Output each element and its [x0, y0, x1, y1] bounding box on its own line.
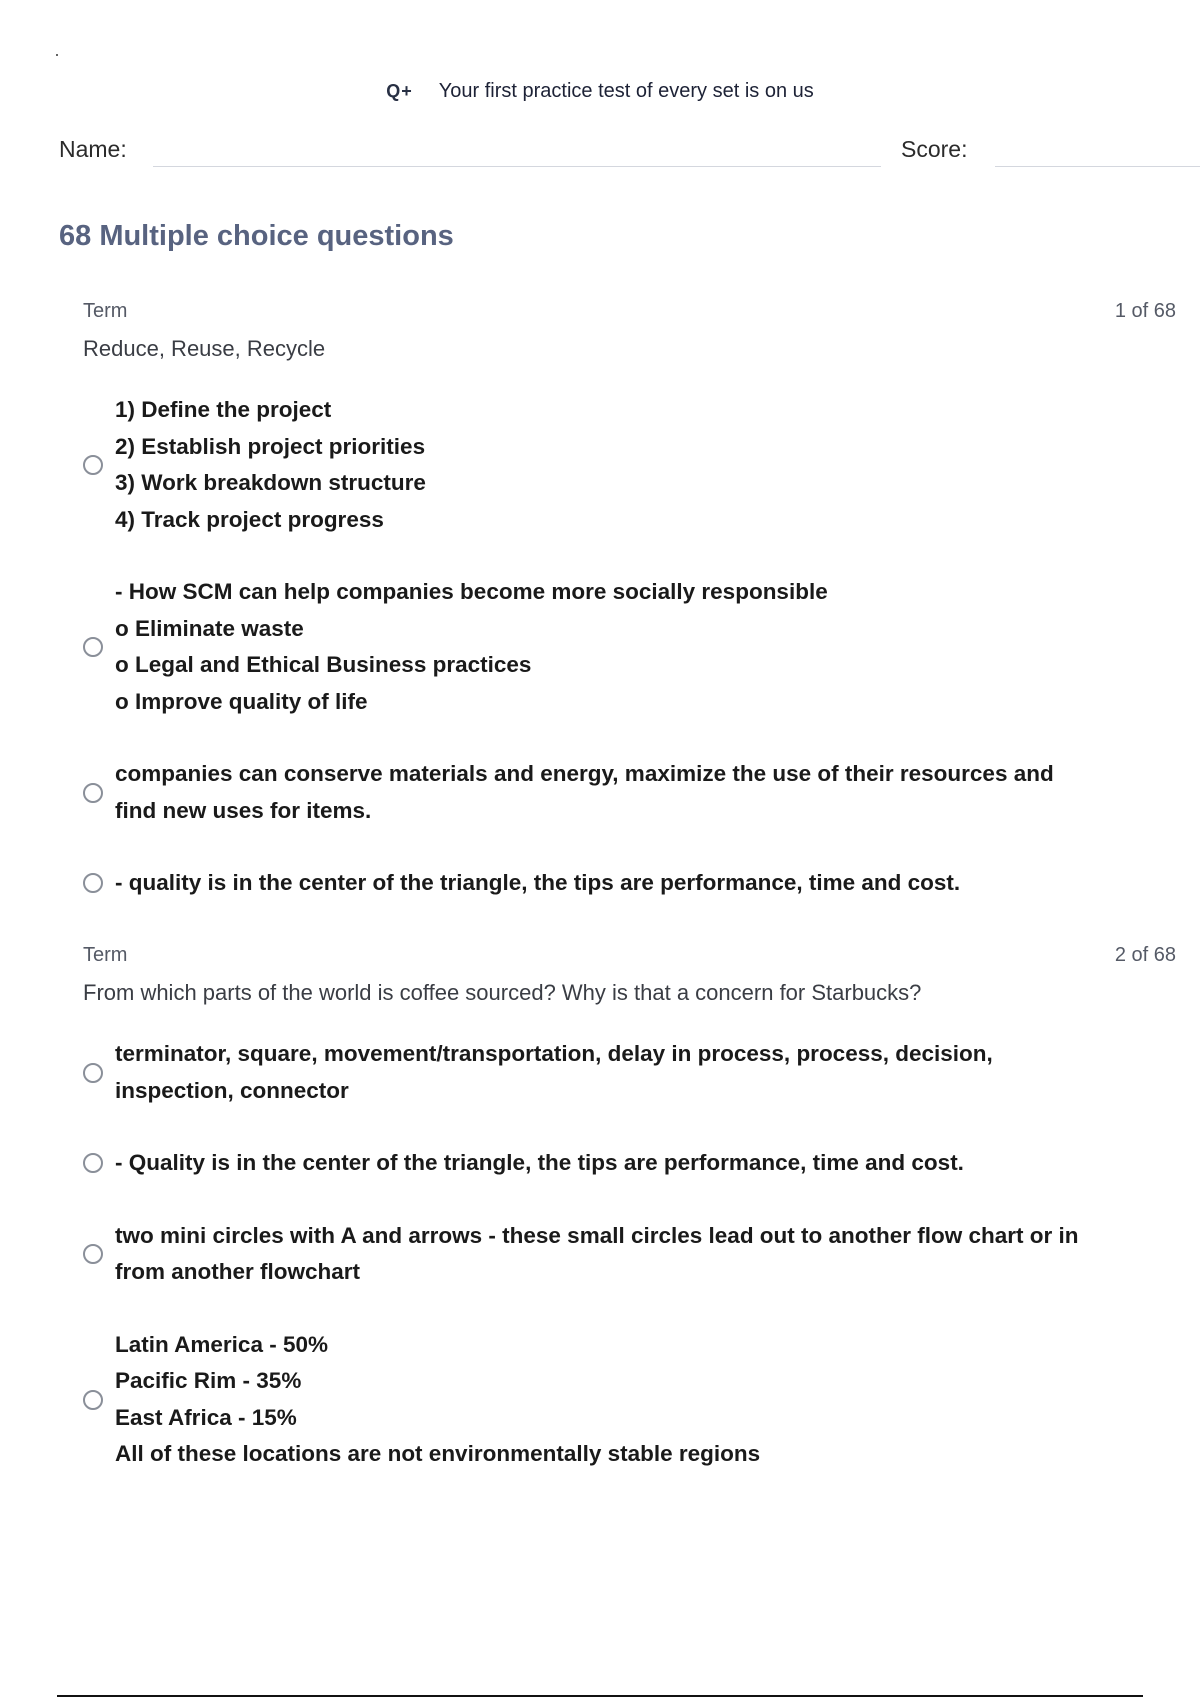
answer-line: - quality is in the center of the triangle, the tips are performance, time and cost. [115, 870, 961, 895]
answer-option[interactable] [83, 865, 1176, 902]
question-card [83, 942, 1176, 1509]
answer-line: 3) Work breakdown structure [115, 470, 426, 495]
question-counter: 1 of 68 [1114, 299, 1176, 322]
answer-option[interactable] [83, 574, 1176, 720]
answer-line: find new uses for items. [115, 797, 372, 823]
radio-button-icon[interactable] [83, 1153, 103, 1173]
answer-line: terminator, square, movement/transportation, delay in process, process, decision, [115, 1041, 993, 1066]
name-label: Name: [59, 136, 127, 162]
answer-line: two mini circles with A and arrows - these small circles lead out to another flow chart or in [115, 1222, 1079, 1248]
radio-button-icon[interactable] [83, 1390, 103, 1410]
footer-divider [57, 1695, 1143, 1697]
answer-text [115, 1218, 1079, 1291]
answer-line: companies can conserve materials and energy, maximize the use of their resources and [115, 761, 1054, 786]
name-score-row [59, 132, 1176, 172]
answer-option[interactable] [83, 756, 1176, 829]
radio-button-icon[interactable] [83, 455, 103, 475]
radio-button-icon[interactable] [83, 783, 103, 803]
name-field[interactable] [153, 166, 881, 167]
answer-line: Latin America - 50% [115, 1331, 328, 1357]
score-label: Score: [901, 136, 968, 162]
score-field[interactable] [995, 166, 1200, 167]
radio-button-icon[interactable] [83, 1244, 103, 1264]
answer-option[interactable] [83, 392, 1176, 538]
term-label: Term [83, 299, 128, 322]
section-title: 68 Multiple choice questions [59, 220, 454, 252]
answer-option[interactable] [83, 1036, 1176, 1109]
answer-line: inspection, connector [115, 1077, 349, 1103]
term-label: Term [83, 943, 128, 966]
answer-text [115, 1327, 760, 1473]
answer-option[interactable] [83, 1145, 1176, 1182]
answer-text [115, 392, 426, 538]
answer-line: 4) Track project progress [115, 506, 384, 532]
question-counter: 2 of 68 [1114, 943, 1176, 966]
answer-option[interactable] [83, 1327, 1176, 1473]
answer-line: - Quality is in the center of the triangle, the tips are performance, time and cost. [115, 1150, 964, 1175]
answer-line: - How SCM can help companies become more socially responsible [115, 579, 828, 604]
answer-line: o Eliminate waste [115, 615, 304, 641]
answer-line: 2) Establish project priorities [115, 433, 426, 459]
promo-banner [0, 80, 1200, 103]
answer-line: o Legal and Ethical Business practices [115, 652, 532, 677]
radio-button-icon[interactable] [83, 1063, 103, 1083]
question-prompt: From which parts of the world is coffee sourced? Why is that a concern for Starbucks? [83, 980, 922, 1005]
quizlet-plus-icon: Q+ [386, 81, 413, 101]
answer-text [115, 756, 1054, 829]
question-prompt: Reduce, Reuse, Recycle [83, 336, 326, 361]
answer-text [115, 574, 828, 720]
answer-text [115, 865, 960, 902]
answer-option[interactable] [83, 1218, 1176, 1291]
answer-line: Pacific Rim - 35% [115, 1368, 302, 1393]
answer-line: East Africa - 15% [115, 1404, 297, 1430]
question-card [83, 298, 1176, 938]
radio-button-icon[interactable] [83, 637, 103, 657]
promo-text: Your first practice test of every set is on us [438, 80, 814, 102]
answer-text [115, 1145, 964, 1182]
answer-line: from another flowchart [115, 1259, 361, 1284]
answer-line: All of these locations are not environmentally stable regions [115, 1441, 761, 1466]
radio-button-icon[interactable] [83, 873, 103, 893]
answer-line: 1) Define the project [115, 397, 332, 422]
answer-line: o Improve quality of life [115, 688, 368, 714]
answer-text [115, 1036, 993, 1109]
stray-dot [56, 54, 58, 56]
